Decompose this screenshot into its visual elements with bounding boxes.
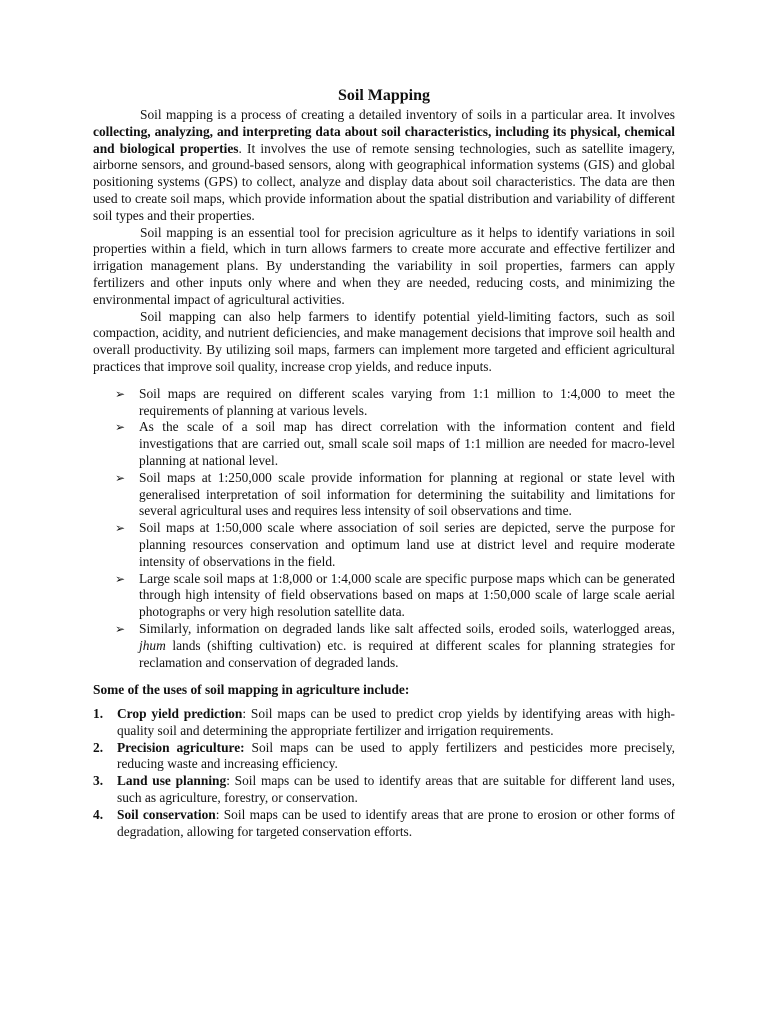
uses-item xyxy=(93,706,675,740)
intro-paragraph-2: Soil mapping is an essential tool for precision agriculture as it helps to identify variations in soil properties within a field, which in turn allows farmers to create more accurate and effective fertilizer and irrigation management plans. By understanding the variability in soil properties, farmers can apply fertilizers and other inputs only where and when they are needed, reducing costs, and minimizing the environmental impact of agricultural activities. xyxy=(93,224,675,307)
scale-bullet-list xyxy=(93,386,675,672)
uses-item xyxy=(93,773,675,807)
bullet-item xyxy=(93,621,675,671)
uses-term: Land use planning xyxy=(117,773,227,789)
uses-text: : Soil maps can be used to identify areas that are suitable for different land uses, such as agriculture, forestry, or conservation. xyxy=(117,773,675,806)
bullet-text: Soil maps are required on different scales varying from 1:1 million to 1:4,000 to meet the requirements of planning at various levels. xyxy=(139,385,675,418)
uses-term: Crop yield prediction xyxy=(117,706,243,722)
bullet-text: Soil maps at 1:250,000 scale provide information for planning at regional or state level with generalised interpretation of soil information for determining the suitability and limitations for several agricultural uses and requires less intensity of soil observations and time. xyxy=(139,469,675,519)
arrow-bullet-icon: ➢ xyxy=(115,621,126,636)
arrow-bullet-icon: ➢ xyxy=(115,521,126,536)
uses-number: 1. xyxy=(93,706,104,722)
arrow-bullet-icon: ➢ xyxy=(115,420,126,435)
bullet-text: Soil maps at 1:50,000 scale where association of soil series are depicted, serve the purpose for planning resources conservation and optimum land use at district level and require moderate intensity of observations in the field. xyxy=(139,520,675,569)
bullet-item xyxy=(93,419,675,469)
intro-paragraph-3: Soil mapping can also help farmers to identify potential yield-limiting factors, such as soil compaction, acidity, and nutrient deficiencies, and make management decisions that improve soil health and overall productivity. By utilizing soil maps, farmers can implement more targeted and efficient agricultural practices that improve soil quality, increase crop yields, and reduce inputs. xyxy=(93,308,675,374)
document-page xyxy=(93,86,675,840)
uses-number: 2. xyxy=(93,739,104,755)
bullet-last-start: Similarly, information on degraded lands like salt affected soils, eroded soils, waterlogged areas, xyxy=(139,620,675,636)
bullet-last-end: lands (shifting cultivation) etc. is required at different scales for planning strategies for reclamation and conservation of degraded lands. xyxy=(139,637,675,670)
uses-text: : Soil maps can be used to predict crop yields by identifying areas with high-quality soil and determining the appropriate fertilizer and irrigation requirements. xyxy=(117,706,675,738)
intro-paragraph-1 xyxy=(93,107,675,225)
uses-term: Soil conservation xyxy=(117,806,216,822)
bullet-item xyxy=(93,386,675,420)
arrow-bullet-icon: ➢ xyxy=(115,470,126,485)
uses-text: : Soil maps can be used to identify areas that are prone to erosion or other forms of degradation, allowing for targeted conservation efforts. xyxy=(117,806,676,839)
bullet-text: As the scale of a soil map has direct correlation with the information content and field investigations that are carried out, small scale soil maps of 1:1 million are needed for macro-level planning at national level. xyxy=(139,419,675,468)
intro-p1-start: Soil mapping is a process of creating a detailed inventory of soils in a particular area. It involves xyxy=(140,107,675,122)
bullet-item xyxy=(93,520,675,570)
intro-p1-end: . It involves the use of remote sensing technologies, such as satellite imagery, airborne sensors, and ground-based sensors, along with geographical information systems (GIS) and global positioning systems (GPS) to collect, analyze and display data about soil characteristics. The data are then used to create soil maps, which provide information about the spatial distribution and variability of different soil types and their properties. xyxy=(93,140,675,223)
bullet-item xyxy=(93,571,675,621)
uses-text: Soil maps can be used to apply fertilizers and pesticides more precisely, reducing waste and increasing efficiency. xyxy=(117,739,675,772)
uses-list xyxy=(93,706,675,840)
uses-item xyxy=(93,740,675,774)
uses-heading: Some of the uses of soil mapping in agriculture include: xyxy=(93,682,410,698)
uses-item xyxy=(93,807,675,841)
arrow-bullet-icon: ➢ xyxy=(115,386,126,401)
arrow-bullet-icon: ➢ xyxy=(115,571,126,586)
uses-number: 4. xyxy=(93,806,104,822)
intro-p1-bold: collecting, analyzing, and interpreting data about soil characteristics, including its physical, chemical and biological properties xyxy=(93,123,675,156)
uses-term: Precision agriculture: xyxy=(117,739,245,755)
bullet-item xyxy=(93,470,675,520)
bullet-text: Large scale soil maps at 1:8,000 or 1:4,000 scale are specific purpose maps which can be generated through high intensity of field observations based on maps at 1:50,000 scale of large scale aerial photographs or very high resolution satellite data. xyxy=(139,570,675,620)
bullet-last-italic: jhum xyxy=(139,637,166,653)
uses-number: 3. xyxy=(93,773,104,789)
page-title: Soil Mapping xyxy=(337,87,431,104)
